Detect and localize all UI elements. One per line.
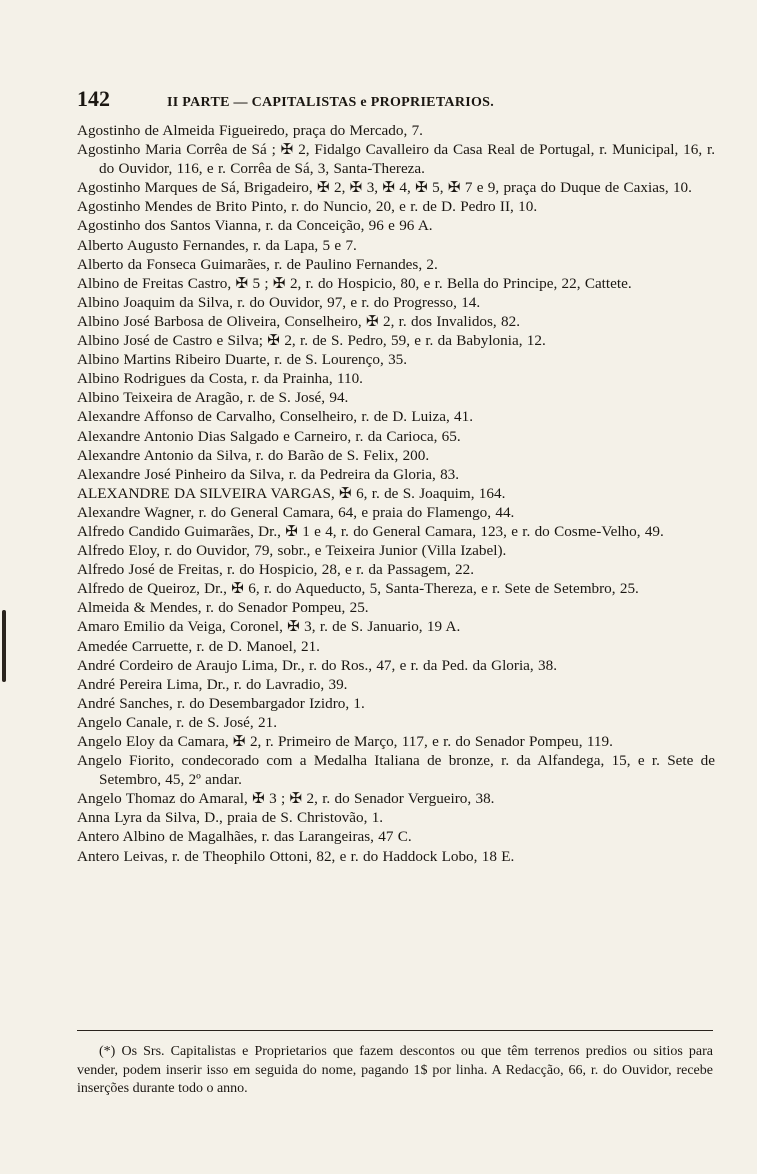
directory-entry: Agostinho Maria Corrêa de Sá ; ✠ 2, Fidalgo Cavalleiro da Casa Real de Portugal, r. Municipal, 16, r. do Ouvidor, 116, e r. Corrêa de Sá, 3, Santa-Thereza. [77,141,715,178]
directory-entry: ALEXANDRE DA SILVEIRA VARGAS, ✠ 6, r. de S. Joaquim, 164. [77,484,506,502]
directory-entry: Agostinho Mendes de Brito Pinto, r. do Nuncio, 20, e r. de D. Pedro II, 10. [77,198,538,216]
directory-entry: Alexandre Wagner, r. do General Camara, 64, e praia do Flamengo, 44. [77,503,515,521]
directory-entry: Antero Leivas, r. de Theophilo Ottoni, 82, e r. do Haddock Lobo, 18 E. [77,847,515,865]
directory-entry: Albino Martins Ribeiro Duarte, r. de S. Lourenço, 35. [77,351,408,369]
directory-entry: Alexandre Antonio Dias Salgado e Carneiro, r. da Carioca, 65. [77,427,461,445]
footnote: (*) Os Srs. Capitalistas e Proprietarios que fazem descontos ou que têm terrenos predios ou sitios para vender, podem inserir isso em seguida do nome, pagando 1$ por linha. A Redacção, 66, r. do Ouvidor, recebe inserções durante todo o anno. [77,1044,713,1096]
directory-entry: Anna Lyra da Silva, D., praia de S. Christovão, 1. [77,809,384,827]
directory-entry: Agostinho Marques de Sá, Brigadeiro, ✠ 2, ✠ 3, ✠ 4, ✠ 5, ✠ 7 e 9, praça do Duque de Caxias, 10. [77,179,692,197]
directory-entry: Alfredo Candido Guimarães, Dr., ✠ 1 e 4, r. do General Camara, 123, e r. do Cosme-Velho, 49. [77,522,664,540]
directory-entry: Angelo Thomaz do Amaral, ✠ 3 ; ✠ 2, r. do Senador Vergueiro, 38. [77,790,495,808]
running-head: II PARTE — CAPITALISTAS e PROPRIETARIOS. [167,95,495,110]
page-number: 142 [77,86,110,111]
directory-entry: Almeida & Mendes, r. do Senador Pompeu, 25. [77,599,369,617]
directory-entry: Alberto Augusto Fernandes, r. da Lapa, 5 e 7. [77,236,357,254]
directory-entry: Alfredo José de Freitas, r. do Hospicio, 28, e r. da Passagem, 22. [77,561,475,579]
directory-entry: Alexandre Affonso de Carvalho, Conselheiro, r. de D. Luiza, 41. [77,408,474,426]
directory-entry: Albino José de Castro e Silva; ✠ 2, r. de S. Pedro, 59, e r. da Babylonia, 12. [77,332,546,350]
directory-entries [77,121,715,866]
directory-entry: Alexandre José Pinheiro da Silva, r. da Pedreira da Gloria, 83. [77,465,460,483]
directory-entry: Alfredo de Queiroz, Dr., ✠ 6, r. do Aqueducto, 5, Santa-Thereza, e r. Sete de Setembro, 25. [77,580,639,598]
directory-entry: Albino de Freitas Castro, ✠ 5 ; ✠ 2, r. do Hospicio, 80, e r. Bella do Principe, 22, Cattete. [77,274,632,292]
directory-entry: Amaro Emilio da Veiga, Coronel, ✠ 3, r. de S. Januario, 19 A. [77,618,461,636]
directory-entry: Albino Teixeira de Aragão, r. de S. José, 94. [77,389,349,407]
directory-entry: Agostinho dos Santos Vianna, r. da Conceição, 96 e 96 A. [77,217,433,235]
directory-entry: Albino Joaquim da Silva, r. do Ouvidor, 97, e r. do Progresso, 14. [77,293,481,311]
directory-entry: Alfredo Eloy, r. do Ouvidor, 79, sobr., e Teixeira Junior (Villa Izabel). [77,542,507,560]
directory-entry: Albino José Barbosa de Oliveira, Conselheiro, ✠ 2, r. dos Invalidos, 82. [77,312,520,330]
directory-entry: André Sanches, r. do Desembargador Izidro, 1. [77,694,365,712]
directory-entry: Angelo Fiorito, condecorado com a Medalha Italiana de bronze, r. da Alfandega, 15, e r. Sete de Setembro, 45, 2º andar. [77,752,715,789]
directory-entry: André Pereira Lima, Dr., r. do Lavradio, 39. [77,675,348,693]
directory-entry: Amedée Carruette, r. de D. Manoel, 21. [77,637,320,655]
directory-entry: Antero Albino de Magalhães, r. das Larangeiras, 47 C. [77,828,412,846]
footnote-rule [77,1030,713,1031]
directory-entry: Agostinho de Almeida Figueiredo, praça do Mercado, 7. [77,122,423,139]
directory-entry: André Cordeiro de Araujo Lima, Dr., r. do Ros., 47, e r. da Ped. da Gloria, 38. [77,656,557,674]
directory-entry: Angelo Eloy da Camara, ✠ 2, r. Primeiro de Março, 117, e r. do Senador Pompeu, 119. [77,733,613,750]
directory-entry: Alexandre Antonio da Silva, r. do Barão de S. Felix, 200. [77,446,430,464]
directory-entry: Alberto da Fonseca Guimarães, r. de Paulino Fernandes, 2. [77,255,438,273]
directory-entry: Angelo Canale, r. de S. José, 21. [77,713,277,731]
margin-bracket-mark [2,610,6,682]
page-header [77,86,717,110]
directory-entry: Albino Rodrigues da Costa, r. da Prainha, 110. [77,370,363,388]
